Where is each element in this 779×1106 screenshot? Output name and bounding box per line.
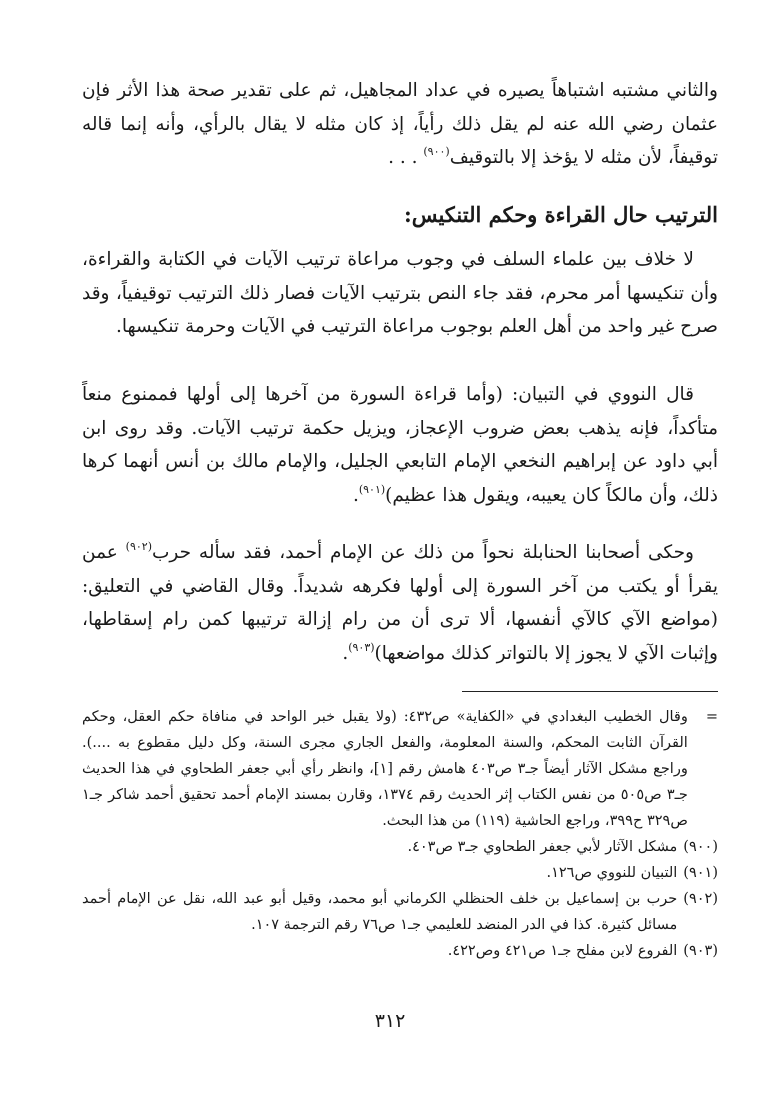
paragraph-4-end: . [342, 642, 349, 664]
paragraph-4-block [82, 536, 718, 670]
footnote-item [82, 938, 718, 964]
footnotes [82, 704, 718, 964]
footnote-separator [462, 691, 718, 692]
footnote-text: حرب بن إسماعيل بن خلف الحنظلي الكرماني أبو محمد، وقيل أبو عبد الله، نقل عن الإمام أحمد مسائل كثيرة. كذا في الدر المنضد للعليمي جـ١ ص٧٦ رقم الترجمة ١٠٧. [82, 891, 678, 933]
footnote-number: (٩٠٣) [683, 943, 718, 959]
footnote-text: الفروع لابن مفلح جـ١ ص٤٢١ وص٤٢٢. [447, 943, 678, 959]
footnote-ref-900[interactable]: (٩٠٠) [423, 145, 450, 158]
footnote-item [82, 834, 718, 860]
continuation-mark: = [705, 709, 718, 725]
footnote-text: مشكل الآثار لأبي جعفر الطحاوي جـ٣ ص٤٠٣. [407, 839, 678, 855]
paragraph-4-text-a: وحكى أصحابنا الحنابلة نحواً من ذلك عن الإمام أحمد، فقد سأله حرب [152, 542, 694, 563]
paragraph-continuation [82, 74, 718, 175]
footnote-item [82, 860, 718, 886]
section-heading: الترتيب حال القراءة وحكم التنكيس: [403, 202, 718, 227]
footnote-continuation [82, 704, 718, 834]
paragraph-4 [82, 536, 718, 670]
paragraph-3-end: . [352, 484, 359, 506]
footnote-ref-903[interactable]: (٩٠٣) [348, 640, 375, 654]
footnote-number: (٩٠١) [683, 865, 718, 881]
paragraph-1-ellipsis: . . . [388, 147, 424, 168]
footnote-item [82, 886, 718, 938]
footnote-ref-901[interactable]: (٩٠١) [358, 482, 386, 496]
footnote-number: (٩٠٠) [683, 839, 718, 855]
footnote-text: التبيان للنووي ص١٢٦. [546, 865, 678, 881]
paragraph-2: لا خلاف بين علماء السلف في وجوب مراعاة ترتيب الآيات في الكتابة والقراءة، وأن تنكيسها أمر محرم، فقد جاء النص بترتيب الآيات فصار ذلك الترتيب توقيفياً، وقد صرح غير واحد من أهل العلم بوجوب مراعاة الترتيب في الآيات وحرمة تنكيسها. [82, 249, 718, 337]
footnote-ref-902[interactable]: (٩٠٢) [125, 540, 152, 553]
footnote-number: (٩٠٢) [683, 891, 718, 907]
page-number: ٣١٢ [374, 1010, 406, 1032]
paragraph-1-text: والثاني مشتبه اشتباهاً يصيره في عداد المجاهيل، ثم على تقدير صحة هذا الأثر فإن عثمان رضي الله عنه لم يقل ذلك رأياً، إذ كان مثله لا يقال بالرأي، وأنه إنما قاله توقيفاً، لأن مثله لا يؤخذ إلا بالتوقيف [82, 80, 718, 168]
paragraph-1 [82, 74, 718, 175]
paragraph-3-text: قال النووي في التبيان: (وأما قراءة السورة من آخرها إلى أولها فممنوع منعاً متأكداً، فإنه يذهب بعض ضروب الإعجاز، ويزيل حكمة ترتيب الآيات. وقد روى ابن أبي داود عن إبراهيم النخعي الإمام التابعي الجليل، والإمام مالك بن أنس أنهما كرها ذلك، وأن مالكاً كان يعيبه، ويقول هذا عظيم) [82, 384, 718, 506]
paragraph-3-block [82, 378, 718, 512]
paragraph-4-text-b: عمن يقرأ أو يكتب من آخر السورة إلى أولها فكرهه شديداً. وقال القاضي في التعليق: (مواضع الآي كالآي أنفسها، ألا ترى أن من رام إزالة ترتيبها كمن رام إسقاطها، وإثبات الآي لا يجوز إلا بالتواتر كذلك مواضعها) [82, 542, 718, 664]
paragraph-3 [82, 378, 718, 512]
footnote-continuation-text: وقال الخطيب البغدادي في «الكفاية» ص٤٣٢: (ولا يقبل خبر الواحد في منافاة حكم العقل، وحكم القرآن الثابت المحكم، والسنة المعلومة، والفعل الجاري مجرى السنة، وكل دليل مقطوع به ....). وراجع مشكل الآثار أيضاً جـ٣ ص٤٠٣ هامش رقم [١]، وانظر رأي أبي جعفر الطحاوي في هذا الحديث جـ٣ ص٥٠٥ من نفس الكتاب إثر الحديث رقم ١٣٧٤، وقارن بمسند الإمام أحمد تحقيق أحمد شاكر جـ١ ص٣٢٩ ح٣٩٩، وراجع الحاشية (١١٩) من هذا البحث. [82, 709, 688, 829]
paragraph-2-block [82, 243, 718, 344]
